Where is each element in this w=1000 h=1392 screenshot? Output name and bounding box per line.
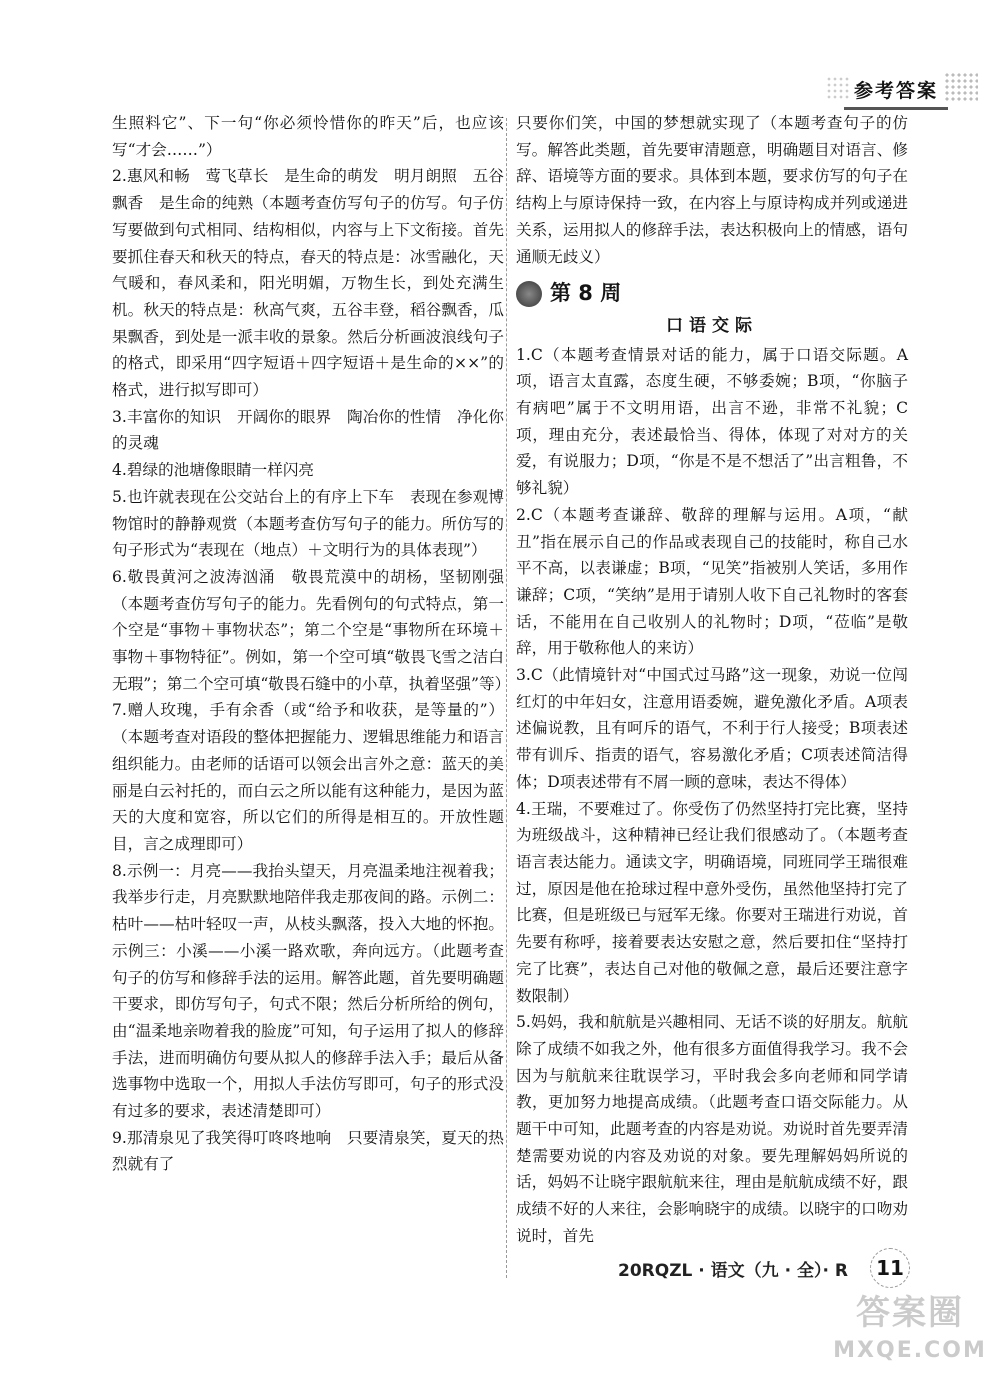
header-tag: 参考答案 bbox=[844, 74, 948, 110]
answer-item-3: 3.丰富你的知识 开阔你的眼界 陶冶你的性情 净化你的灵魂 bbox=[112, 407, 504, 453]
answer-paragraph: 生照料它”、下一句“你必须怜惜你的昨天”后，也应该写“才会……”） bbox=[112, 114, 504, 159]
header-dot-pattern bbox=[944, 72, 978, 102]
week-title: 第 8 周 bbox=[550, 281, 622, 306]
page-number: 11 bbox=[870, 1248, 910, 1288]
watermark bbox=[830, 1290, 990, 1386]
answer-item-8: 8.示例一：月亮——我抬头望天，月亮温柔地注视着我；我举步行走，月亮默默地陪伴我走那夜间的路。示例二：枯叶——枯叶轻叹一声，从枝头飘落，投入大地的怀抱。示例三：小溪——小溪一路欢歌，奔向远方。（此题考查句子的仿写和修辞手法的运用。解答此题，首先要明确题干要求，即仿写句子，句式不限；然后分析所给的例句，由“温柔地亲吻着我的脸庞”可知，句子运用了拟人的修辞手法，进而明确仿句要从拟人的修辞手法入手；最后从备选事物中选取一个，用拟人手法仿写即可，句子的形式没有过多的要求，表述清楚即可） bbox=[112, 861, 504, 1121]
answer-item-2: 2.惠风和畅 莺飞草长 是生命的萌发 明月朗照 五谷飘香 是生命的纯熟（本题考查仿写句子的仿写。句子仿写要做到句式相同、结构相似，内容与上下文衔接。首先要抓住春天和秋天的特点，春天的特点是：冰雪融化，天气暖和，春风柔和，阳光明媚，万物生长，到处充满生机。秋天的特点是：秋高气爽，五谷丰登，稻谷飘香，瓜果飘香，到处是一派丰收的景象。然后分析画波浪线句子的格式，即采用“四字短语＋四字短语＋是生命的××”的格式，进行拟写即可） bbox=[112, 167, 504, 400]
answer-item-9: 9.那清泉见了我笑得叮咚咚地响 只要清泉笑，夏天的热烈就有了 bbox=[112, 1128, 504, 1174]
oral-item-3: 3.C（此情境针对“中国式过马路”这一现象，劝说一位闯红灯的中年妇女，注意用语委婉，避免激化矛盾。A项表述偏说教，且有呵斥的语气，不利于行人接受；B项表述带有训斥、指责的语气，容易激化矛盾；C项表述简洁得体；D项表述带有不屑一顾的意味，表达不得体） bbox=[516, 666, 908, 791]
answer-item-6: 6.敬畏黄河之波涛汹涌 敬畏荒漠中的胡杨，坚韧刚强（本题考查仿写句子的能力。先看例句的句式特点，第一个空是“事物＋事物状态”；第二个空是“事物所在环境＋事物＋事物特征”。例如，第一个空可填“敬畏飞雪之洁白无瑕”；第二个空可填“敬畏石缝中的小草，执着坚强”等） bbox=[112, 567, 511, 693]
right-column bbox=[516, 110, 908, 1250]
oral-item-1: 1.C（本题考查情景对话的能力，属于口语交际题。A项，语言太直露，态度生硬，不够委婉；B项，“你脑子有病吧”属于不文明用语，出言不逊，非常不礼貌；C项，理由充分，表述最恰当、得体，体现了对对方的关爱，有说服力；D项，“你是不是不想活了”出言粗鲁，不够礼貌） bbox=[516, 345, 908, 498]
answer-item-4: 4.碧绿的池塘像眼睛一样闪亮 bbox=[112, 461, 315, 480]
oral-item-4: 4.王瑞，不要难过了。你受伤了仍然坚持打完比赛，坚持为班级战斗，这种精神已经让我们很感动了。（本题考查语言表达能力。通读文字，明确语境，同班同学王瑞很难过，原因是他在抢球过程中意外受伤，虽然他坚持打完了比赛，但是班级已与冠军无缘。你要对王瑞进行劝说，首先要有称呼，接着要表达安慰之意，然后要扣住“坚持打完了比赛”，表达自己对他的敬佩之意，最后还要注意字数限制） bbox=[516, 799, 908, 1005]
answer-item-5: 5.也许就表现在公交站台上的有序上下车 表现在参观博物馆时的静静观赏（本题考查仿写句子的能力。所仿写的句子形式为“表现在（地点）＋文明行为的具体表现”） bbox=[112, 487, 504, 560]
watermark-url: MXQE.COM bbox=[833, 1338, 987, 1363]
answer-item-7: 7.赠人玫瑰，手有余香（或“给予和收获，是等量的”）（本题考查对语段的整体把握能力、逻辑思维能力和语言组织能力。由老师的话语可以领会出言外之意：蓝天的美丽是白云衬托的，而白云之所以能有这种能力，是因为蓝天的大度和宽容，所以它们的所得是相互的。开放性题目，言之成理即可） bbox=[112, 701, 504, 853]
section-title: 口语交际 bbox=[666, 315, 758, 336]
footer-code: 20RQZL · 语文（九 · 全）· R bbox=[618, 1261, 848, 1281]
answer-paragraph-continued: 只要你们笑，中国的梦想就实现了（本题考查句子的仿写。解答此类题，首先要审清题意，明确题目对语言、修辞、语境等方面的要求。具体到本题，要求仿写的句子在结构上与原诗保持一致，在内容上与原诗构成并列或递进关系，运用拟人的修辞手法，表达积极向上的情感，语句通顺无歧义） bbox=[516, 114, 908, 266]
oral-item-2: 2.C（本题考查谦辞、敬辞的理解与运用。A项，“献丑”指在展示自己的作品或表现自己的技能时，称自己水平不高，以表谦虚；B项，“见笑”指被别人笑话，多用作谦辞；C项，“笑纳”是用于请别人收下自己礼物时的客套话，不能用在自己收别人的礼物时；D项，“莅临”是敬辞，用于敬称他人的来访） bbox=[516, 505, 908, 658]
watermark-logo-text: 答案圈 bbox=[856, 1293, 964, 1333]
oral-item-5: 5.妈妈，我和航航是兴趣相同、无话不谈的好朋友。航航除了成绩不如我之外，他有很多方面值得我学习。我不会因为与航航来往耽误学习，平时我会多向老师和同学请教，更加努力地提高成绩。（此题考查口语交际能力。从题干中可知，此题考查的内容是劝说。劝说时首先要弄清楚需要劝说的内容及劝说的对象。要先理解妈妈所说的话，妈妈不让晓宇跟航航来往，理由是航航成绩不好，跟成绩不好的人来往，会影响晓宇的成绩。以晓宇的口吻劝说时，首先 bbox=[516, 1013, 908, 1245]
left-column bbox=[112, 110, 511, 1178]
week-badge-icon bbox=[516, 281, 542, 307]
column-divider bbox=[506, 118, 507, 1278]
week-heading bbox=[516, 280, 908, 307]
